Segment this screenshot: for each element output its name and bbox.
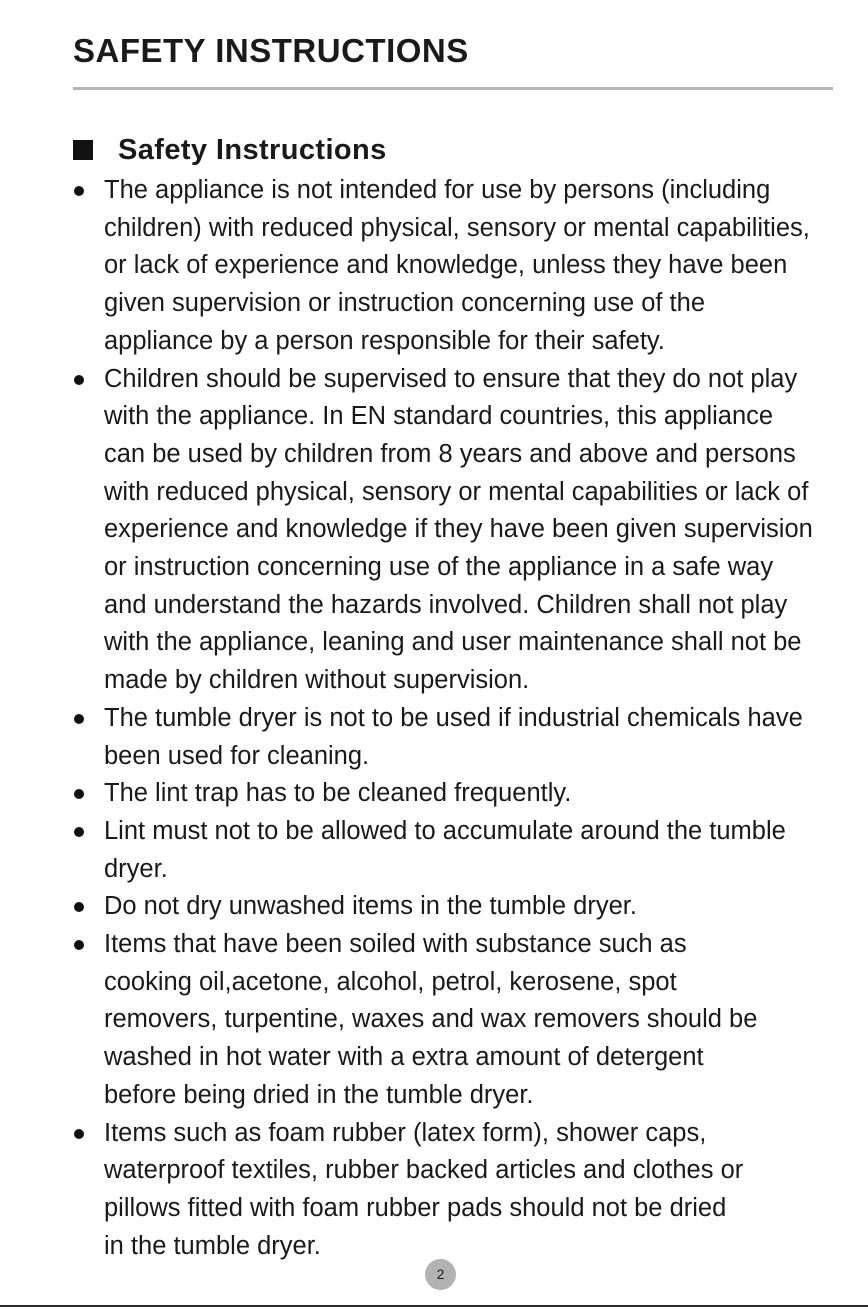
bullet-dot-icon xyxy=(74,940,84,950)
bullet-dot-icon xyxy=(74,186,84,196)
bullet-dot-icon xyxy=(74,1129,84,1139)
title-divider xyxy=(73,87,833,90)
bullet-item-6 xyxy=(0,888,868,926)
bullet-item-2 xyxy=(0,361,868,700)
page-title: SAFETY INSTRUCTIONS xyxy=(73,32,469,69)
bullet-dot-icon xyxy=(74,902,84,912)
bullet-item-8 xyxy=(0,1115,868,1266)
bullet-text: Do not dry unwashed items in the tumble dryer. xyxy=(104,892,637,921)
section-heading xyxy=(73,132,387,168)
bullet-text: The appliance is not intended for use by persons (including children) with reduced physical, sensory or mental capabilities, or lack of experience and knowledge, unless they have been given supervision or instruction concerning use of the appliance by a person responsible for their safety. xyxy=(104,176,810,355)
bullet-text: The lint trap has to be cleaned frequently. xyxy=(104,779,572,808)
bullet-dot-icon xyxy=(74,375,84,385)
bullet-dot-icon xyxy=(74,827,84,837)
bullet-dot-icon xyxy=(74,714,84,724)
bullet-text: Items such as foam rubber (latex form), shower caps, waterproof textiles, rubber backed articles and clothes or pillows fitted with foam rubber pads should not be dried in the tumble dryer. xyxy=(104,1118,744,1260)
bullet-text: The tumble dryer is not to be used if industrial chemicals have been used for cleaning. xyxy=(104,703,803,770)
square-bullet-icon xyxy=(73,140,93,160)
safety-bullet-list xyxy=(0,172,868,1265)
page-number-badge: 2 xyxy=(425,1259,456,1290)
bullet-item-3 xyxy=(0,700,868,775)
bullet-item-7 xyxy=(0,926,868,1115)
section-title: Safety Instructions xyxy=(118,133,387,166)
bullet-item-5 xyxy=(0,813,868,888)
bullet-text: Children should be supervised to ensure that they do not play with the appliance. In EN standard countries, this appliance can be used by children from 8 years and above and persons with reduced physical, sensory or mental capabilities or lack of experience and knowledge if they have been given supervision or instruction concerning use of the appliance in a safe way and understand the hazards involved. Children shall not play with the appliance, leaning and user maintenance shall not be made by children without supervision. xyxy=(104,364,813,695)
bullet-dot-icon xyxy=(74,789,84,799)
bullet-text: Items that have been soiled with substance such as cooking oil,acetone, alcohol, petrol, kerosene, spot removers, turpentine, waxes and wax removers should be washed in hot water with a extra amount of detergent before being dried in the tumble dryer. xyxy=(104,930,758,1109)
bullet-item-1 xyxy=(0,172,868,361)
bottom-divider xyxy=(0,1305,868,1307)
bullet-item-4 xyxy=(0,775,868,813)
bullet-text: Lint must not to be allowed to accumulate around the tumble dryer. xyxy=(104,816,786,883)
